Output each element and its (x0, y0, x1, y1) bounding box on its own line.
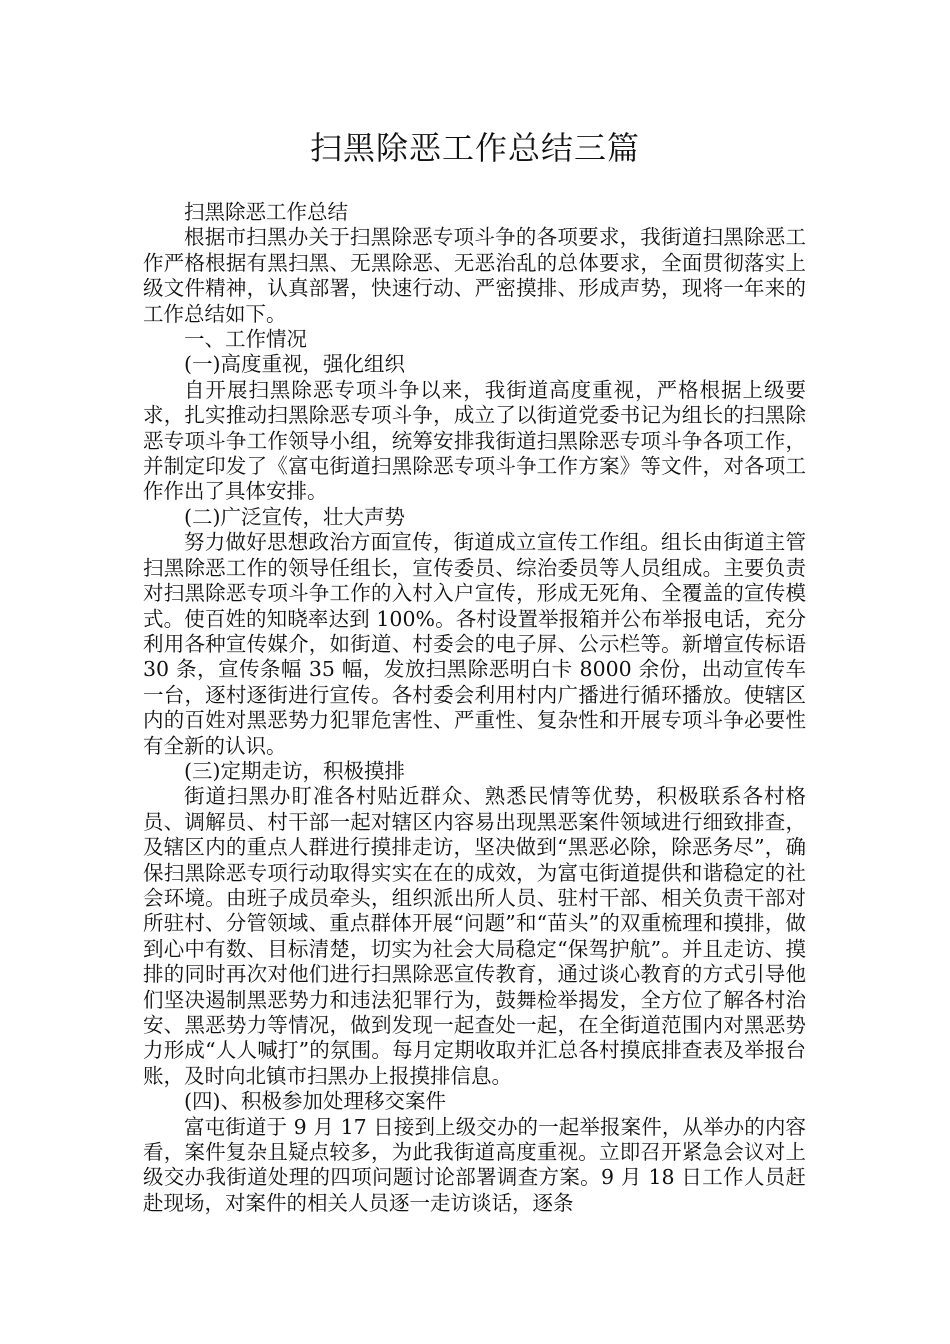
subsection-heading: (一)高度重视，强化组织 (184, 352, 405, 377)
subsection-heading: (四)、积极参加处理移交案件 (184, 1089, 446, 1114)
body-paragraph: 街道扫黑办盯准各村贴近群众、熟悉民情等优势，积极联系各村格员、调解员、村干部一起对辖区内容易出现黑恶案件领域进行细致排查，及辖区内的重点人群进行摸排走访，坚决做到“黑恶必除，除恶务尽”，确保扫黑除恶专项行动取得实实在在的成效，为富屯街道提供和谐稳定的社会环境。由班子成员牵头，组织派出所人员、驻村干部、相关负责干部对所驻村、分管领域、重点群体开展“问题”和“苗头”的双重梳理和摸排，做到心中有数、目标清楚，切实为社会大局稳定“保驾护航”。并且走访、摸排的同时再次对他们进行扫黑除恶宣传教育，通过谈心教育的方式引导他们坚决遏制黑恶势力和违法犯罪行为，鼓舞检举揭发，全方位了解各村治安、黑恶势力等情况，做到发现一起查处一起，在全街道范围内对黑恶势力形成“人人喊打”的氛围。每月定期收取并汇总各村摸底排查表及举报台账，及时向北镇市扫黑办上报摸排信息。 (143, 784, 806, 1088)
body-paragraph: 富屯街道于 9 月 17 日接到上级交办的一起举报案件，从举办的内容看，案件复杂且疑点较多，为此我街道高度重视。立即召开紧急会议对上级交办我街道处理的四项问题讨论部署调查方案。9 月 18 日工作人员赶赴现场，对案件的相关人员逐一走访谈话，逐条 (143, 1114, 806, 1215)
subtitle-paragraph: 扫黑除恶工作总结 (184, 200, 348, 224)
document-title: 扫黑除恶工作总结三篇 (309, 129, 640, 167)
section-heading: 一、工作情况 (184, 327, 307, 352)
document-body (143, 200, 806, 1216)
body-paragraph: 自开展扫黑除恶专项斗争以来，我街道高度重视，严格根据上级要求，扎实推动扫黑除恶专项斗争，成立了以街道党委书记为组长的扫黑除恶专项斗争工作领导小组，统筹安排我街道扫黑除恶专项斗争各项工作，并制定印发了《富屯街道扫黑除恶专项斗争工作方案》等文件，对各项工作作出了具体安排。 (143, 377, 806, 504)
subsection-heading: (二)广泛宣传，壮大声势 (184, 504, 405, 529)
body-paragraph: 努力做好思想政治方面宣传，街道成立宣传工作组。组长由街道主管扫黑除恶工作的领导任组长，宣传委员、综治委员等人员组成。主要负责对扫黑除恶专项斗争工作的入村入户宣传，形成无死角、全覆盖的宣传模式。使百姓的知晓率达到 100%。各村设置举报箱并公布举报电话，充分利用各种宣传媒介，如街道、村委会的电子屏、公示栏等。新增宣传标语 30 条，宣传条幅 35 幅，发放扫黑除恶明白卡 8000 余份，出动宣传车一台，逐村逐街进行宣传。各村委会利用村内广播进行循环播放。使辖区内的百姓对黑恶势力犯罪危害性、严重性、复杂性和开展专项斗争必要性有全新的认识。 (143, 530, 806, 758)
subsection-heading: (三)定期走访，积极摸排 (184, 758, 405, 783)
intro-paragraph: 根据市扫黑办关于扫黑除恶专项斗争的各项要求，我街道扫黑除恶工作严格根据有黑扫黑、无黑除恶、无恶治乱的总体要求，全面贯彻落实上级文件精神，认真部署，快速行动、严密摸排、形成声势，现将一年来的工作总结如下。 (143, 225, 806, 326)
